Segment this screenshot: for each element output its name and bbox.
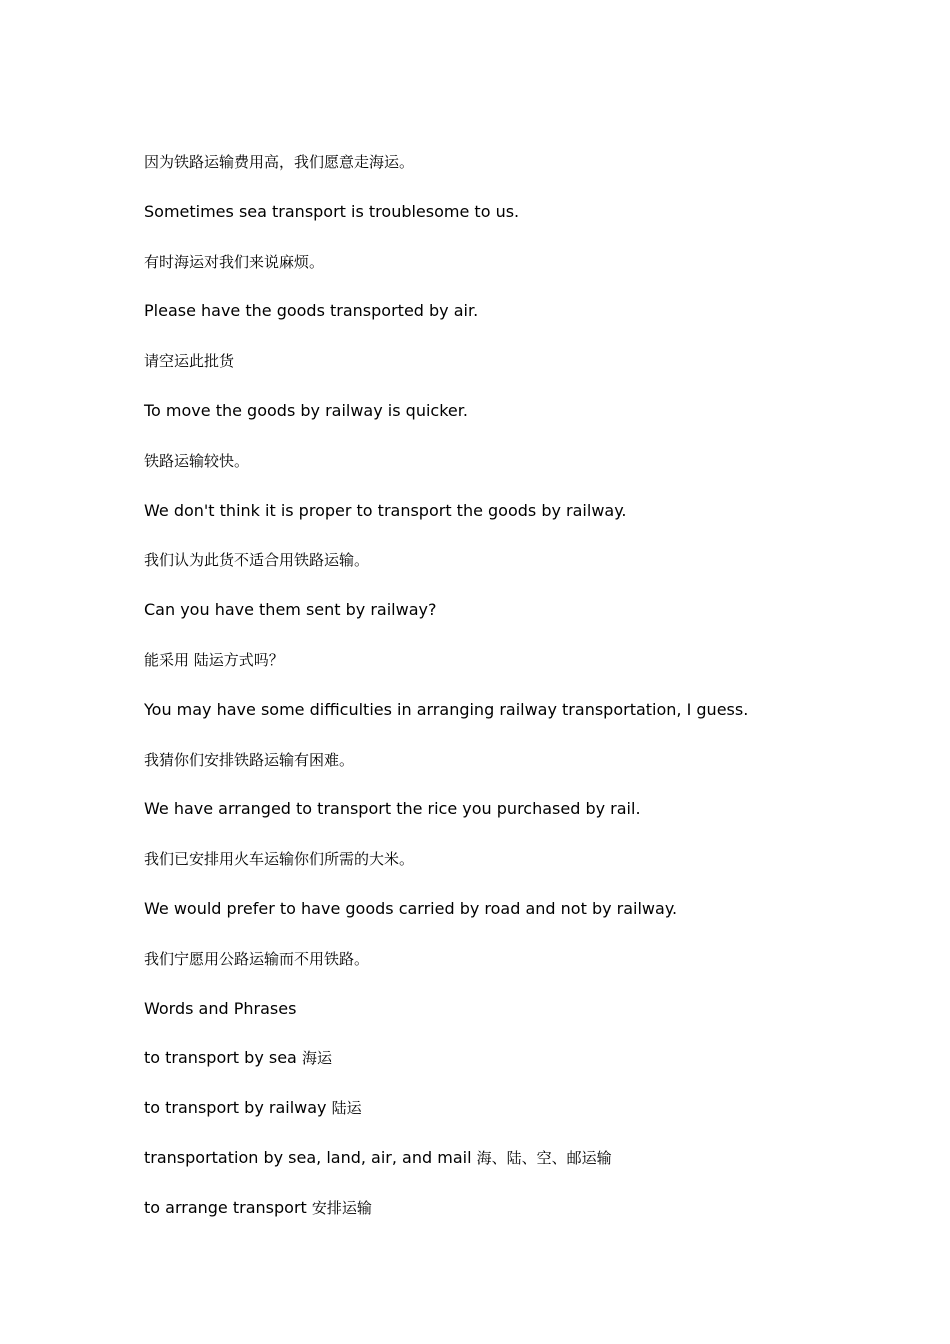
phrase-item [144,1194,924,1244]
phrase-item [144,1144,924,1194]
sentence-zh: 我们认为此货不适合用铁路运输。 [144,551,370,570]
sentence-zh: 铁路运输较快。 [144,451,250,470]
sentence-en: To move the goods by railway is quicker. [144,400,468,420]
section-heading: Words and Phrases [144,998,297,1018]
sentence-zh: 我猜你们安排铁路运输有困难。 [144,750,355,769]
sentence-zh: 因为铁路运输费用高，我们愿意走海运。 [144,153,415,171]
sentence-zh: 我们已安排用火车运输你们所需的大米。 [144,850,415,869]
phrase-en: to transport by sea [144,1048,302,1068]
sentence-en: Can you have them sent by railway? [144,600,437,620]
sentence-en: We don't think it is proper to transport the goods by railway. [144,500,627,520]
phrase-en: to arrange transport [144,1197,312,1217]
sentence-en: We have arranged to transport the rice you purchased by rail. [144,799,641,819]
phrase-zh: 海运 [301,1049,332,1068]
sentence-en: Please have the goods transported by air. [144,301,479,321]
sentence-zh: 能采用 陆运方式吗？ [144,650,284,669]
phrase-zh: 陆运 [331,1099,362,1118]
document-body [144,148,924,1244]
phrase-item [144,1044,924,1094]
phrase-item [144,1094,924,1144]
sentence-en: You may have some difficulties in arranging railway transportation, I guess. [144,699,749,719]
sentence-zh: 我们宁愿用公路运输而不用铁路。 [144,949,370,968]
sentence-en: Sometimes sea transport is troublesome to us. [144,201,520,221]
sentence-zh: 有时海运对我们来说麻烦。 [144,252,325,271]
sentence-en: We would prefer to have goods carried by road and not by railway. [144,898,678,918]
phrase-en: transportation by sea, land, air, and mail [144,1147,477,1167]
sentence-zh: 请空运此批货 [144,352,235,371]
phrase-zh: 海、陆、空、邮运输 [476,1148,612,1167]
phrase-en: to transport by railway [144,1098,332,1118]
phrase-zh: 安排运输 [311,1198,372,1217]
